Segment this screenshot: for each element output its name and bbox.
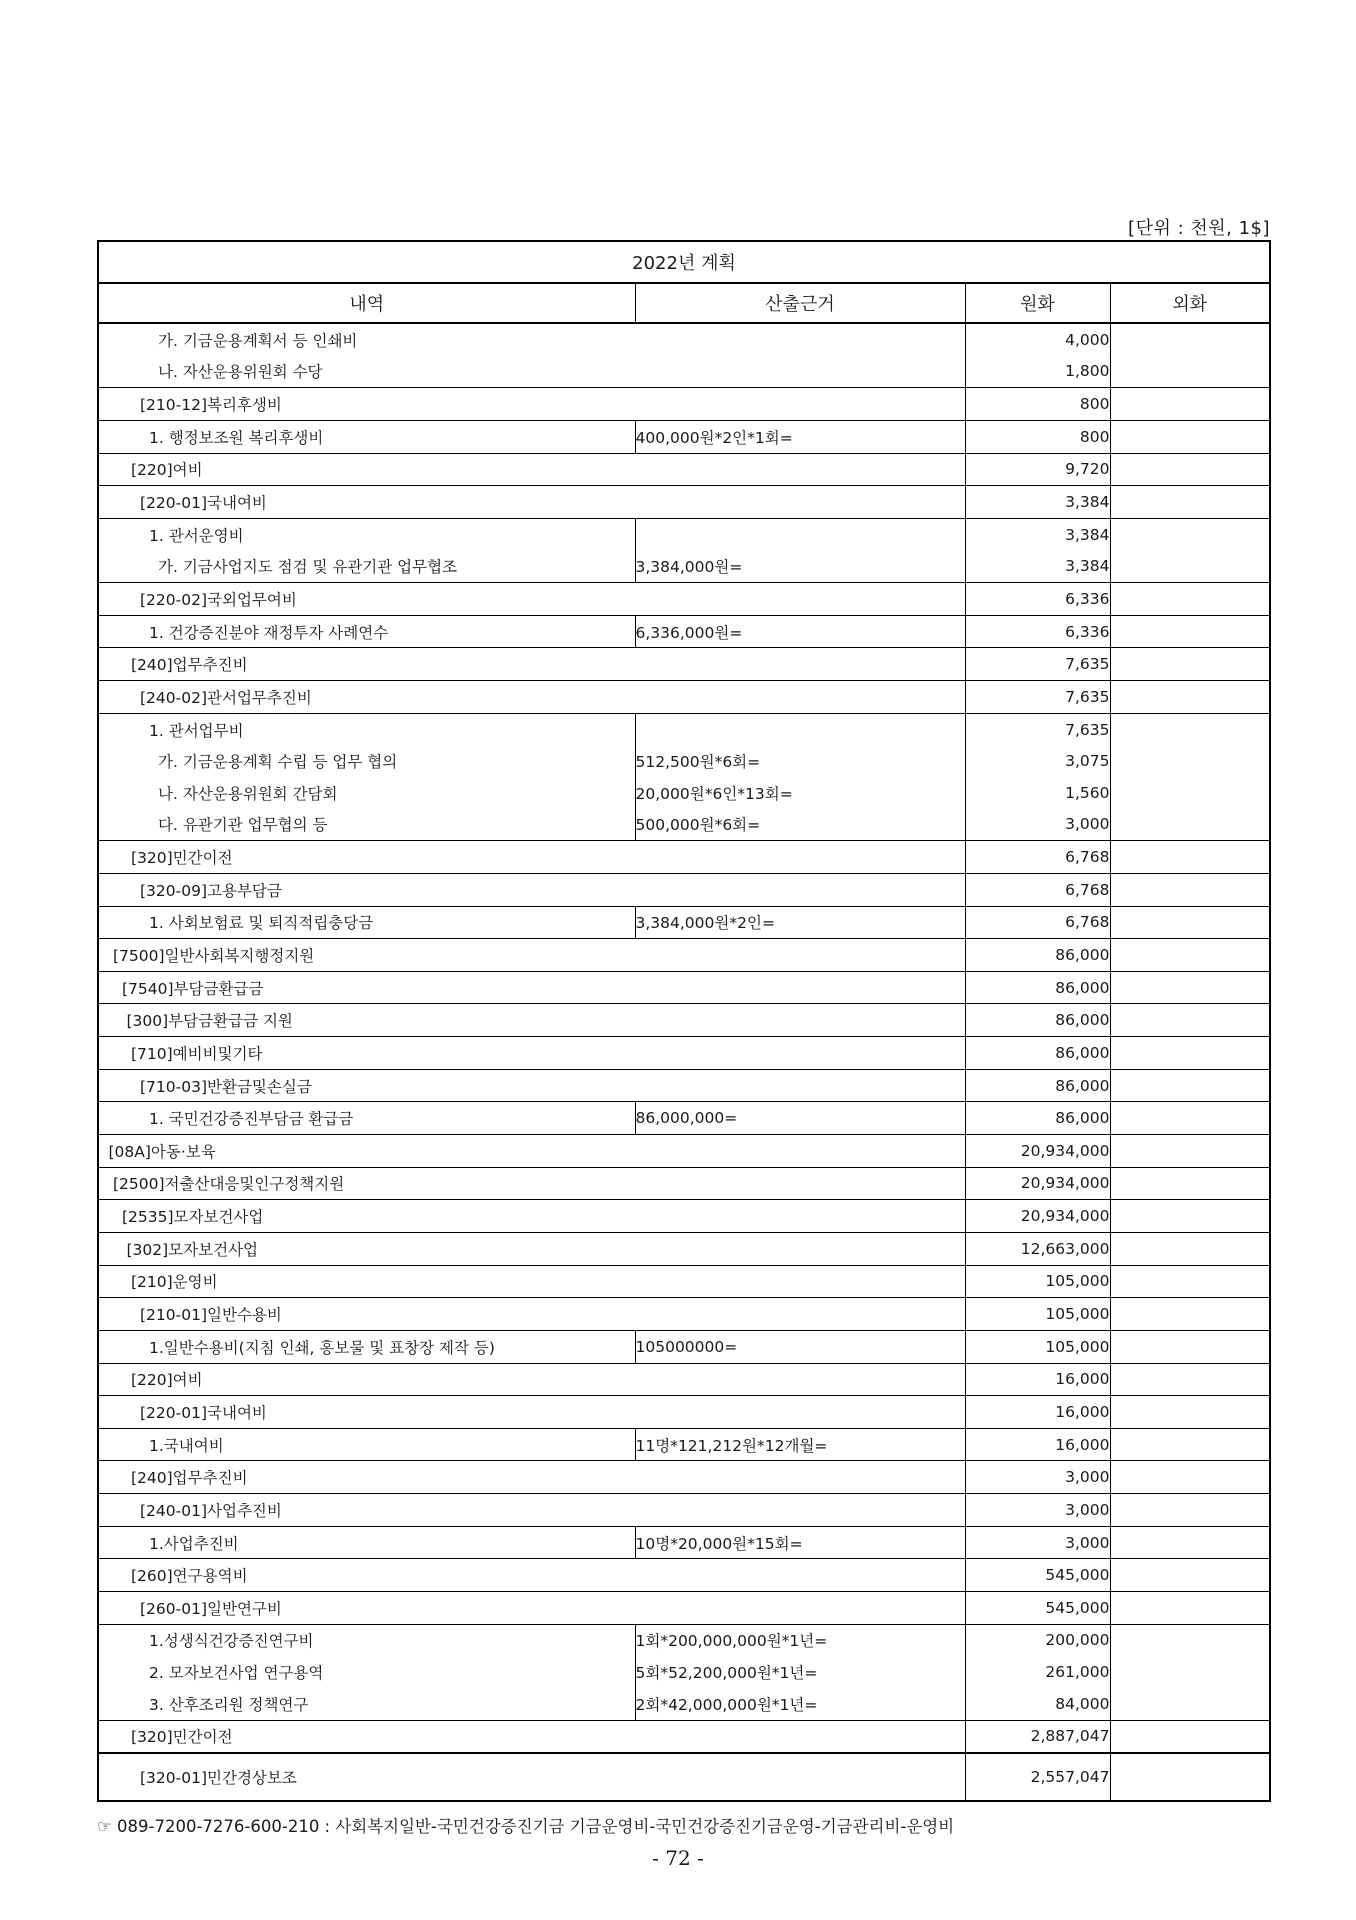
table-row	[98, 648, 1270, 681]
row-foreign-amount	[1110, 777, 1270, 809]
column-header-description: 내역	[98, 283, 635, 323]
table-row	[98, 841, 1270, 874]
table-row	[98, 1069, 1270, 1102]
table-row	[98, 1102, 1270, 1135]
row-foreign-amount	[1110, 1591, 1270, 1624]
table-row	[98, 420, 1270, 453]
row-krw-amount: 9,720	[965, 453, 1110, 486]
row-description: 가. 기금운용계획 수립 등 업무 협의	[98, 745, 635, 777]
row-description: [240]업무추진비	[98, 1461, 965, 1494]
row-foreign-amount	[1110, 1559, 1270, 1592]
row-description: 2. 모자보건사업 연구용역	[98, 1656, 635, 1688]
row-foreign-amount	[1110, 486, 1270, 519]
table-row	[98, 518, 1270, 550]
row-foreign-amount	[1110, 713, 1270, 745]
table-row	[98, 1720, 1270, 1753]
row-krw-amount: 2,557,047	[965, 1753, 1110, 1801]
table-row	[98, 1428, 1270, 1461]
table-row	[98, 1363, 1270, 1396]
row-foreign-amount	[1110, 1069, 1270, 1102]
row-description: [2500]저출산대응및인구정책지원	[98, 1167, 965, 1200]
row-description: [240]업무추진비	[98, 648, 965, 681]
row-description: 1.국내여비	[98, 1428, 635, 1461]
row-foreign-amount	[1110, 615, 1270, 648]
row-krw-amount: 20,934,000	[965, 1167, 1110, 1200]
row-foreign-amount	[1110, 1624, 1270, 1656]
table-row	[98, 906, 1270, 939]
row-description: [220]여비	[98, 453, 965, 486]
row-description: [220-02]국외업무여비	[98, 583, 965, 616]
row-calculation-basis: 1회*200,000,000원*1년=	[635, 1624, 965, 1656]
row-krw-amount: 86,000	[965, 1102, 1110, 1135]
row-calculation-basis: 11명*121,212원*12개월=	[635, 1428, 965, 1461]
row-description: [220-01]국내여비	[98, 486, 965, 519]
row-description: [302]모자보건사업	[98, 1232, 965, 1265]
row-foreign-amount	[1110, 1167, 1270, 1200]
row-description: 가. 기금운용계획서 등 인쇄비	[98, 323, 965, 356]
row-krw-amount: 3,000	[965, 1461, 1110, 1494]
row-krw-amount: 7,635	[965, 713, 1110, 745]
row-krw-amount: 3,000	[965, 1526, 1110, 1559]
row-foreign-amount	[1110, 681, 1270, 714]
row-foreign-amount	[1110, 1753, 1270, 1801]
row-description: 1.일반수용비(지침 인쇄, 홍보물 및 표창장 제작 등)	[98, 1330, 635, 1363]
row-krw-amount: 800	[965, 388, 1110, 421]
row-foreign-amount	[1110, 518, 1270, 550]
row-description: 나. 자산운용위원회 수당	[98, 356, 965, 388]
table-row	[98, 615, 1270, 648]
row-calculation-basis: 400,000원*2인*1회=	[635, 420, 965, 453]
row-foreign-amount	[1110, 1298, 1270, 1331]
table-row	[98, 1656, 1270, 1688]
row-description: 가. 기금사업지도 점검 및 유관기관 업무협조	[98, 550, 635, 582]
row-krw-amount: 545,000	[965, 1591, 1110, 1624]
table-row	[98, 1753, 1270, 1801]
table-row	[98, 1004, 1270, 1037]
table-row	[98, 1559, 1270, 1592]
row-foreign-amount	[1110, 1396, 1270, 1429]
row-description: [710-03]반환금및손실금	[98, 1069, 965, 1102]
row-foreign-amount	[1110, 1135, 1270, 1168]
table-row	[98, 453, 1270, 486]
row-foreign-amount	[1110, 1656, 1270, 1688]
row-calculation-basis	[635, 518, 965, 550]
table-row	[98, 1167, 1270, 1200]
row-krw-amount: 105,000	[965, 1298, 1110, 1331]
row-description: [320-09]고용부담금	[98, 873, 965, 906]
row-foreign-amount	[1110, 323, 1270, 356]
row-foreign-amount	[1110, 971, 1270, 1004]
table-row	[98, 1330, 1270, 1363]
table-row	[98, 388, 1270, 421]
unit-label: [단위 : 천원, 1$]	[1128, 218, 1270, 239]
row-description: [2535]모자보건사업	[98, 1200, 965, 1233]
row-krw-amount: 84,000	[965, 1688, 1110, 1720]
row-foreign-amount	[1110, 873, 1270, 906]
table-row	[98, 1298, 1270, 1331]
row-krw-amount: 86,000	[965, 1037, 1110, 1070]
year-plan-header: 2022년 계획	[98, 241, 1270, 283]
row-description: [220]여비	[98, 1363, 965, 1396]
row-description: 1. 관서업무비	[98, 713, 635, 745]
row-foreign-amount	[1110, 809, 1270, 841]
table-row	[98, 1232, 1270, 1265]
row-foreign-amount	[1110, 1330, 1270, 1363]
table-row	[98, 323, 1270, 356]
row-krw-amount: 261,000	[965, 1656, 1110, 1688]
row-krw-amount: 7,635	[965, 681, 1110, 714]
row-description: [210]운영비	[98, 1265, 965, 1298]
row-calculation-basis: 105000000=	[635, 1330, 965, 1363]
row-krw-amount: 3,384	[965, 518, 1110, 550]
row-krw-amount: 6,768	[965, 906, 1110, 939]
row-description: [260]연구용역비	[98, 1559, 965, 1592]
table-row	[98, 809, 1270, 841]
row-description: 1.성생식건강증진연구비	[98, 1624, 635, 1656]
row-krw-amount: 1,800	[965, 356, 1110, 388]
row-krw-amount: 3,384	[965, 550, 1110, 582]
table-row	[98, 550, 1270, 582]
table-row	[98, 583, 1270, 616]
row-krw-amount: 16,000	[965, 1428, 1110, 1461]
row-foreign-amount	[1110, 420, 1270, 453]
row-krw-amount: 545,000	[965, 1559, 1110, 1592]
row-calculation-basis: 3,384,000원=	[635, 550, 965, 582]
table-row	[98, 681, 1270, 714]
row-description: 1. 관서운영비	[98, 518, 635, 550]
row-foreign-amount	[1110, 1688, 1270, 1720]
column-header-foreign: 외화	[1110, 283, 1270, 323]
row-krw-amount: 16,000	[965, 1363, 1110, 1396]
row-krw-amount: 86,000	[965, 1004, 1110, 1037]
row-foreign-amount	[1110, 939, 1270, 972]
row-description: [220-01]국내여비	[98, 1396, 965, 1429]
row-description: [08A]아동·보육	[98, 1135, 965, 1168]
row-foreign-amount	[1110, 550, 1270, 582]
row-krw-amount: 86,000	[965, 1069, 1110, 1102]
table-row	[98, 1037, 1270, 1070]
row-foreign-amount	[1110, 453, 1270, 486]
row-description: 다. 유관기관 업무협의 등	[98, 809, 635, 841]
row-description: 1. 사회보험료 및 퇴직적립충당금	[98, 906, 635, 939]
table-row	[98, 1396, 1270, 1429]
budget-table-body	[98, 323, 1270, 1801]
table-row	[98, 971, 1270, 1004]
table-row	[98, 1265, 1270, 1298]
row-krw-amount: 6,768	[965, 841, 1110, 874]
row-description: [7500]일반사회복지행정지원	[98, 939, 965, 972]
table-row	[98, 777, 1270, 809]
table-row	[98, 1526, 1270, 1559]
row-description: 1. 행정보조원 복리후생비	[98, 420, 635, 453]
row-description: [7540]부담금환급금	[98, 971, 965, 1004]
row-krw-amount: 2,887,047	[965, 1720, 1110, 1753]
row-foreign-amount	[1110, 1428, 1270, 1461]
row-krw-amount: 20,934,000	[965, 1200, 1110, 1233]
row-foreign-amount	[1110, 1102, 1270, 1135]
row-foreign-amount	[1110, 1363, 1270, 1396]
row-foreign-amount	[1110, 1037, 1270, 1070]
row-description: [240-01]사업추진비	[98, 1494, 965, 1527]
row-krw-amount: 3,075	[965, 745, 1110, 777]
table-row	[98, 939, 1270, 972]
row-krw-amount: 3,384	[965, 486, 1110, 519]
row-calculation-basis: 3,384,000원*2인=	[635, 906, 965, 939]
table-row	[98, 486, 1270, 519]
row-foreign-amount	[1110, 1200, 1270, 1233]
row-krw-amount: 200,000	[965, 1624, 1110, 1656]
row-foreign-amount	[1110, 648, 1270, 681]
row-foreign-amount	[1110, 1720, 1270, 1753]
row-foreign-amount	[1110, 1461, 1270, 1494]
table-row	[98, 1688, 1270, 1720]
row-krw-amount: 12,663,000	[965, 1232, 1110, 1265]
column-header-basis: 산출근거	[635, 283, 965, 323]
row-krw-amount: 3,000	[965, 1494, 1110, 1527]
row-description: 1. 건강증진분야 재정투자 사례연수	[98, 615, 635, 648]
row-description: [320]민간이전	[98, 1720, 965, 1753]
column-header-row	[98, 283, 1270, 323]
row-calculation-basis: 2회*42,000,000원*1년=	[635, 1688, 965, 1720]
row-description: [710]예비비및기타	[98, 1037, 965, 1070]
row-description: [320-01]민간경상보조	[98, 1753, 965, 1801]
row-krw-amount: 1,560	[965, 777, 1110, 809]
row-krw-amount: 6,336	[965, 583, 1110, 616]
row-foreign-amount	[1110, 388, 1270, 421]
column-header-krw: 원화	[965, 283, 1110, 323]
row-foreign-amount	[1110, 356, 1270, 388]
row-foreign-amount	[1110, 841, 1270, 874]
row-foreign-amount	[1110, 906, 1270, 939]
table-row	[98, 1591, 1270, 1624]
row-foreign-amount	[1110, 1004, 1270, 1037]
row-calculation-basis: 5회*52,200,000원*1년=	[635, 1656, 965, 1688]
row-foreign-amount	[1110, 745, 1270, 777]
table-row	[98, 1624, 1270, 1656]
row-foreign-amount	[1110, 1232, 1270, 1265]
table-row	[98, 745, 1270, 777]
row-foreign-amount	[1110, 1265, 1270, 1298]
row-description: [210-12]복리후생비	[98, 388, 965, 421]
account-code-footnote: ☞ 089-7200-7276-600-210 : 사회복지일반-국민건강증진기금 기금운영비-국민건강증진기금운영-기금관리비-운영비	[97, 1817, 955, 1836]
row-krw-amount: 16,000	[965, 1396, 1110, 1429]
table-row	[98, 713, 1270, 745]
row-description: 3. 산후조리원 정책연구	[98, 1688, 635, 1720]
row-description: 1. 국민건강증진부담금 환급금	[98, 1102, 635, 1135]
row-krw-amount: 86,000	[965, 971, 1110, 1004]
table-row	[98, 1494, 1270, 1527]
row-calculation-basis: 6,336,000원=	[635, 615, 965, 648]
row-description: [210-01]일반수용비	[98, 1298, 965, 1331]
row-description: [320]민간이전	[98, 841, 965, 874]
table-row	[98, 873, 1270, 906]
row-description: 1.사업추진비	[98, 1526, 635, 1559]
row-krw-amount: 105,000	[965, 1330, 1110, 1363]
table-row	[98, 1461, 1270, 1494]
row-calculation-basis: 86,000,000=	[635, 1102, 965, 1135]
row-calculation-basis: 10명*20,000원*15회=	[635, 1526, 965, 1559]
page-number: - 72 -	[652, 1846, 704, 1870]
row-description: [260-01]일반연구비	[98, 1591, 965, 1624]
row-krw-amount: 105,000	[965, 1265, 1110, 1298]
budget-table	[97, 240, 1271, 1802]
row-description: [300]부담금환급금 지원	[98, 1004, 965, 1037]
row-foreign-amount	[1110, 583, 1270, 616]
table-row	[98, 1135, 1270, 1168]
table-row	[98, 356, 1270, 388]
row-krw-amount: 7,635	[965, 648, 1110, 681]
row-krw-amount: 4,000	[965, 323, 1110, 356]
row-krw-amount: 6,336	[965, 615, 1110, 648]
row-krw-amount: 800	[965, 420, 1110, 453]
row-calculation-basis: 500,000원*6회=	[635, 809, 965, 841]
row-foreign-amount	[1110, 1526, 1270, 1559]
row-krw-amount: 86,000	[965, 939, 1110, 972]
row-description: [240-02]관서업무추진비	[98, 681, 965, 714]
row-krw-amount: 20,934,000	[965, 1135, 1110, 1168]
row-calculation-basis	[635, 713, 965, 745]
row-description: 나. 자산운용위원회 간담회	[98, 777, 635, 809]
row-krw-amount: 3,000	[965, 809, 1110, 841]
table-row	[98, 1200, 1270, 1233]
row-krw-amount: 6,768	[965, 873, 1110, 906]
row-calculation-basis: 20,000원*6인*13회=	[635, 777, 965, 809]
row-calculation-basis: 512,500원*6회=	[635, 745, 965, 777]
row-foreign-amount	[1110, 1494, 1270, 1527]
